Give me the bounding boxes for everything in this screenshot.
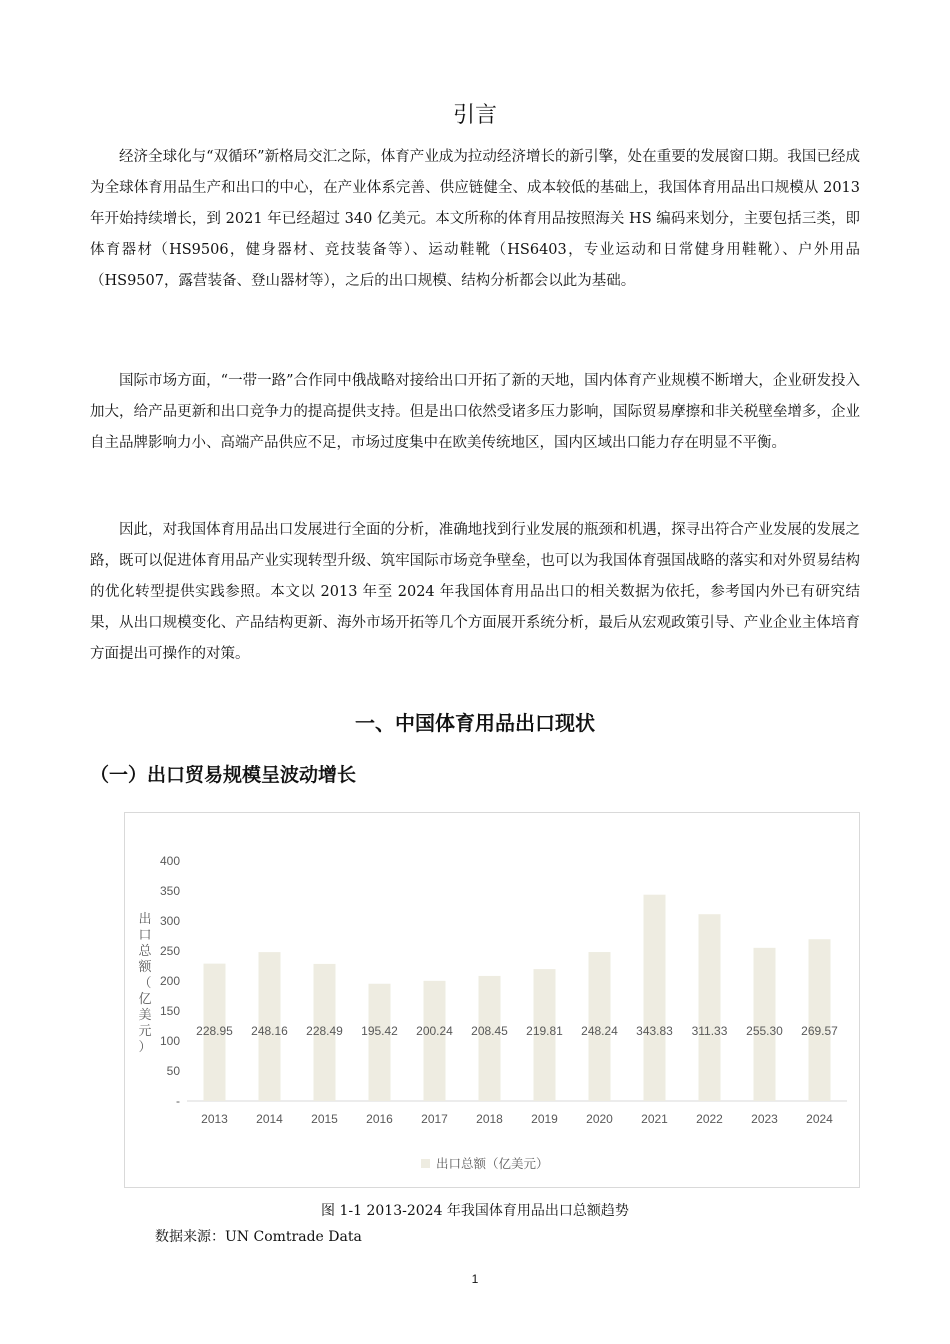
x-tick-label-2013: 2013	[201, 1112, 228, 1126]
paragraph-2: 国际市场方面，“一带一路”合作同中俄战略对接给出口开拓了新的天地，国内体育产业规模不断增大，企业研发投入加大，给产品更新和出口竞争力的提高提供支持。但是出口依然受诸多压力影响，国际贸易摩擦和非关税壁垒增多，企业自主品牌影响力小、高端产品供应不足，市场过度集中在欧美传统地区，国内区域出口能力存在明显不平衡。	[90, 373, 860, 451]
y-tick-label: 150	[159, 1004, 180, 1018]
y-tick-label: 50	[166, 1064, 180, 1078]
y-tick-label: 400	[159, 854, 180, 868]
data-label-2014: 248.16	[251, 1024, 288, 1038]
y-axis-label-char: 总	[138, 943, 152, 958]
data-label-2016: 195.42	[361, 1024, 398, 1038]
figure-caption: 图 1-1 2013-2024 年我国体育用品出口总额趋势	[321, 1203, 629, 1219]
x-tick-label-2014: 2014	[256, 1112, 283, 1126]
bar-2022	[699, 914, 721, 1101]
x-tick-label-2018: 2018	[476, 1112, 503, 1126]
x-tick-label-2021: 2021	[641, 1112, 668, 1126]
data-label-2020: 248.24	[581, 1024, 618, 1038]
data-label-2019: 219.81	[526, 1024, 563, 1038]
x-tick-label-2022: 2022	[696, 1112, 723, 1126]
bar-2018	[479, 976, 501, 1101]
x-tick-label-2015: 2015	[311, 1112, 338, 1126]
y-tick-label: -	[176, 1094, 180, 1108]
y-axis-label-char: ）	[138, 1039, 152, 1054]
bar-chart	[125, 813, 859, 1187]
bar-2017	[424, 981, 446, 1101]
y-axis-label-char: 额	[138, 959, 152, 974]
x-tick-label-2017: 2017	[421, 1112, 448, 1126]
data-label-2021: 343.83	[636, 1024, 673, 1038]
x-tick-label-2020: 2020	[586, 1112, 613, 1126]
y-tick-label: 350	[159, 884, 180, 898]
legend-swatch	[421, 1159, 430, 1168]
bar-2021	[644, 895, 666, 1101]
data-label-2022: 311.33	[691, 1024, 728, 1038]
page-number: 1	[471, 1272, 479, 1286]
data-label-2023: 255.30	[746, 1024, 783, 1038]
x-tick-label-2016: 2016	[366, 1112, 393, 1126]
bar-2016	[369, 984, 391, 1101]
section-heading: 一、中国体育用品出口现状	[355, 711, 595, 735]
paragraph-1: 经济全球化与“双循环”新格局交汇之际，体育产业成为拉动经济增长的新引擎，处在重要的发展窗口期。我国已经成为全球体育用品生产和出口的中心，在产业体系完善、供应链健全、成本较低的基础上，我国体育用品出口规模从 2013 年开始持续增长，到 2021 年已经超过 340 亿美元。本文所称的体育用品按照海关 HS 编码来划分，主要包括三类，即体育器材（HS9506，健身器材、竞技装备等）、运动鞋靴（HS6403，专业运动和日常健身用鞋靴）、户外用品（HS9507，露营装备、登山器材等），之后的出口规模、结构分析都会以此为基础。	[90, 149, 860, 289]
y-tick-label: 200	[159, 974, 180, 988]
y-axis-label-char: 美	[138, 1007, 152, 1022]
y-tick-label: 100	[159, 1034, 180, 1048]
x-tick-label-2019: 2019	[531, 1112, 558, 1126]
heading-intro: 引言	[452, 103, 497, 128]
data-label-2013: 228.95	[196, 1024, 233, 1038]
bar-2024	[809, 939, 831, 1101]
x-tick-label-2024: 2024	[806, 1112, 833, 1126]
data-label-2015: 228.49	[306, 1024, 343, 1038]
data-label-2024: 269.57	[801, 1024, 838, 1038]
y-axis-label-char: （	[138, 975, 152, 990]
y-axis-label-char: 口	[138, 927, 152, 942]
data-source: 数据来源：UN Comtrade Data	[155, 1229, 362, 1245]
y-axis-label-char: 出	[138, 911, 152, 926]
x-tick-label-2023: 2023	[751, 1112, 778, 1126]
data-label-2018: 208.45	[471, 1024, 508, 1038]
subsection-heading: （一）出口贸易规模呈波动增长	[90, 764, 357, 786]
y-tick-label: 250	[159, 944, 180, 958]
paragraph-3: 因此，对我国体育用品出口发展进行全面的分析，准确地找到行业发展的瓶颈和机遇，探寻出符合产业发展的发展之路，既可以促进体育用品产业实现转型升级、筑牢国际市场竞争壁垒，也可以为我国体育强国战略的落实和对外贸易结构的优化转型提供实践参照。本文以 2013 年至 2024 年我国体育用品出口的相关数据为依托，参考国内外已有研究结果，从出口规模变化、产品结构更新、海外市场开拓等几个方面展开系统分析，最后从宏观政策引导、产业企业主体培育方面提出可操作的对策。	[90, 522, 860, 662]
y-tick-label: 300	[159, 914, 180, 928]
y-axis-label-char: 元	[138, 1023, 152, 1038]
data-label-2017: 200.24	[416, 1024, 453, 1038]
chart-frame	[124, 812, 860, 1188]
y-axis-label-char: 亿	[138, 991, 152, 1006]
legend-label: 出口总额（亿美元）	[436, 1157, 549, 1171]
